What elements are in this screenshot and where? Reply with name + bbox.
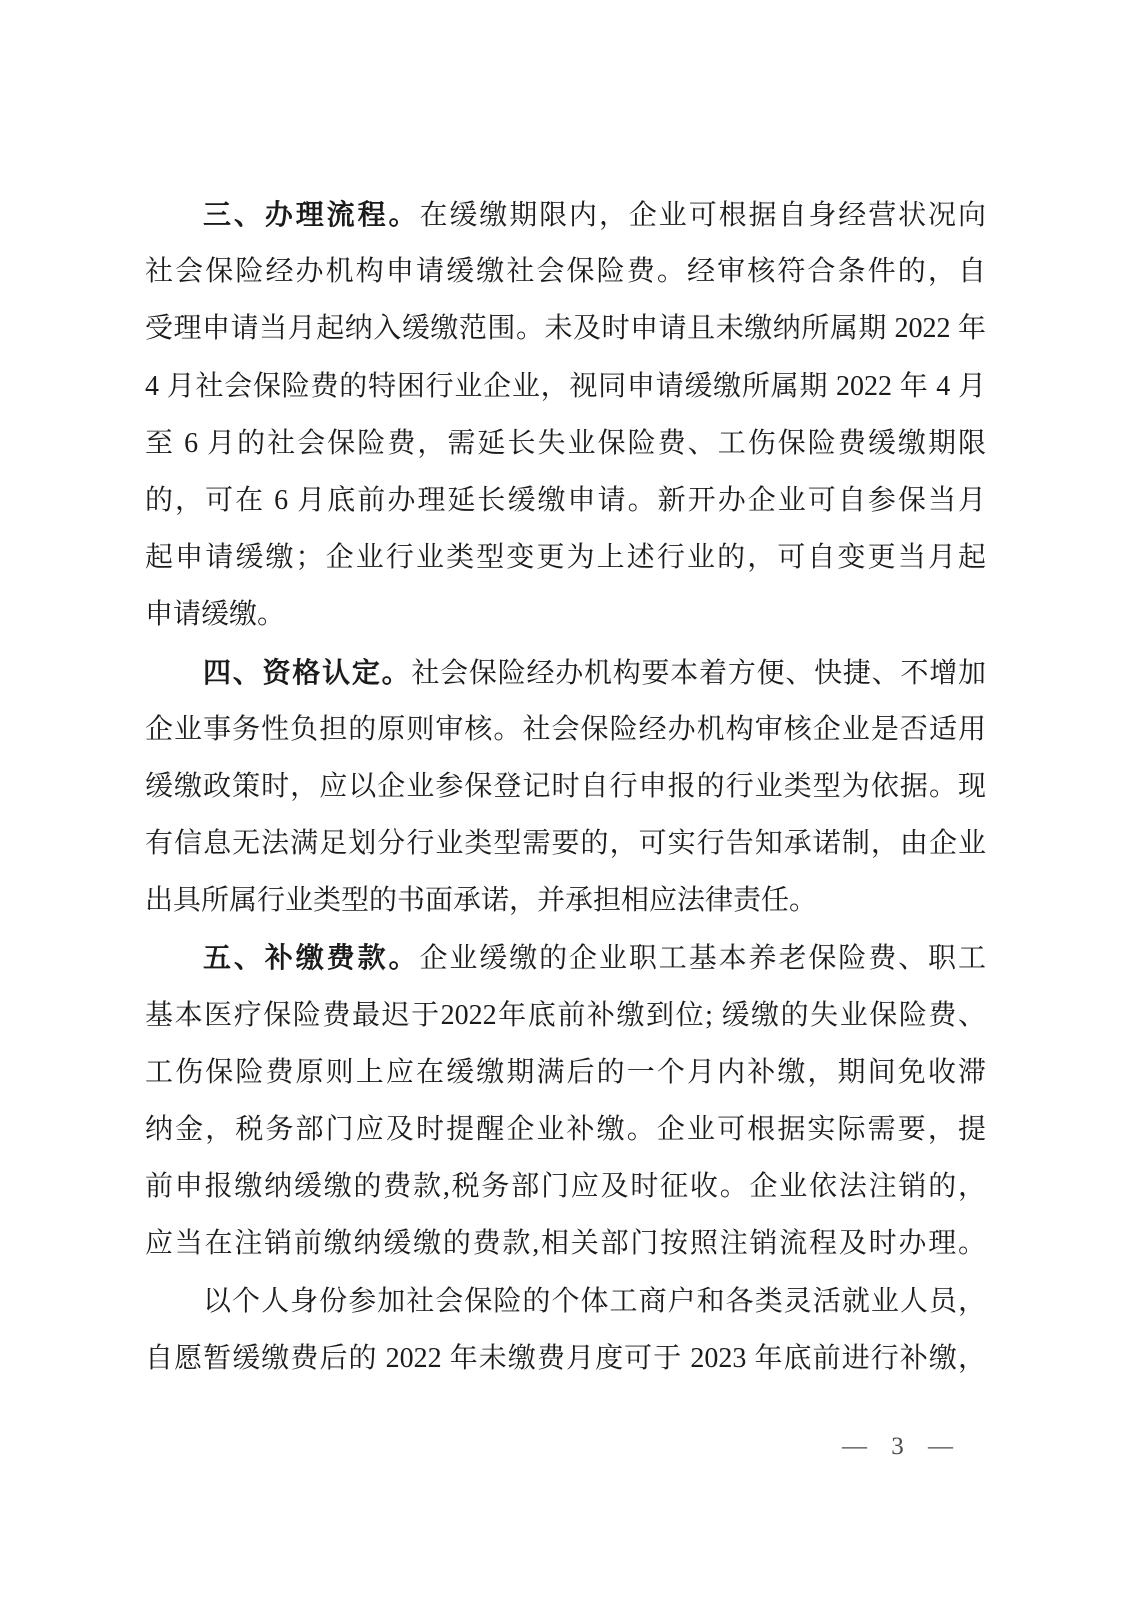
line-text: 前申报缴纳缓缴的费款,税务部门应及时征收。企业依法注销的， — [145, 1171, 986, 1203]
line-text: 出具所属行业类型的书面承诺，并承担相应法律责任。 — [145, 885, 818, 917]
line-text: 起申请缓缴；企业行业类型变更为上述行业的，可自变更当月起 — [145, 542, 986, 574]
line-text: 应当在注销前缴纳缓缴的费款,相关部门按照注销流程及时办理。 — [145, 1228, 986, 1260]
document-line-2 — [145, 243, 986, 300]
line-text: 至 6 月的社会保险费，需延长失业保险费、工伤保险费缓缴期限 — [145, 427, 986, 459]
document-line-17 — [145, 1101, 986, 1158]
document-line-11 — [145, 758, 986, 815]
line-text: 的，可在 6 月底前办理延长缓缴申请。新开办企业可自参保当月 — [145, 484, 986, 516]
document-line-12 — [145, 815, 986, 872]
line-text: 申请缓缴。 — [145, 599, 286, 631]
line-text: 企业缓缴的企业职工基本养老保险费、职工 — [419, 943, 986, 975]
document-line-21 — [145, 1330, 986, 1387]
line-text: 有信息无法满足划分行业类型需要的，可实行告知承诺制，由企业 — [145, 828, 986, 860]
document-line-20 — [145, 1273, 986, 1330]
document-line-6 — [145, 472, 986, 529]
document-line-15 — [145, 987, 986, 1044]
page-number: — 3 — — [842, 1433, 959, 1460]
document-line-10 — [145, 701, 986, 758]
section-heading: 三、办理流程。 — [203, 199, 420, 230]
line-text: 社会保险经办机构申请缓缴社会保险费。经审核符合条件的，自 — [145, 256, 986, 288]
line-text: 基本医疗保险费最迟于2022年底前补缴到位; 缓缴的失业保险费、 — [145, 999, 986, 1031]
document-line-13 — [145, 872, 986, 929]
line-text: 纳金，税务部门应及时提醒企业补缴。企业可根据实际需要，提 — [145, 1114, 986, 1145]
document-line-5 — [145, 415, 986, 472]
line-text: 受理申请当月起纳入缓缴范围。未及时申请且未缴纳所属期 2022 年 — [145, 313, 986, 345]
document-line-8 — [145, 586, 986, 643]
document-line-16 — [145, 1044, 986, 1101]
document-line-3 — [145, 300, 986, 357]
document-line-14 — [145, 929, 986, 986]
document-line-4 — [145, 358, 986, 415]
document-body — [145, 186, 986, 1387]
document-line-1 — [145, 186, 986, 243]
line-text: 在缓缴期限内，企业可根据自身经营状况向 — [419, 200, 986, 231]
line-text: 缓缴政策时，应以企业参保登记时自行申报的行业类型为依据。现 — [145, 770, 986, 802]
line-text: 以个人身份参加社会保险的个体工商户和各类灵活就业人员， — [203, 1285, 986, 1317]
line-text: 4 月社会保险费的特困行业企业，视同申请缓缴所属期 2022 年 4 月 — [145, 370, 986, 402]
document-line-18 — [145, 1158, 986, 1215]
section-heading: 五、补缴费款。 — [203, 942, 420, 974]
line-text: 社会保险经办机构要本着方便、快捷、不增加 — [411, 657, 986, 689]
document-line-7 — [145, 529, 986, 586]
line-text: 工伤保险费原则上应在缓缴期满后的一个月内补缴，期间免收滞 — [145, 1056, 986, 1088]
line-text: 自愿暂缓缴费后的 2022 年未缴费月度可于 2023 年底前进行补缴， — [145, 1342, 986, 1374]
document-line-9 — [145, 644, 986, 701]
line-text: 企业事务性负担的原则审核。社会保险经办机构审核企业是否适用 — [145, 713, 986, 745]
section-heading: 四、资格认定。 — [203, 656, 412, 688]
document-line-19 — [145, 1215, 986, 1272]
